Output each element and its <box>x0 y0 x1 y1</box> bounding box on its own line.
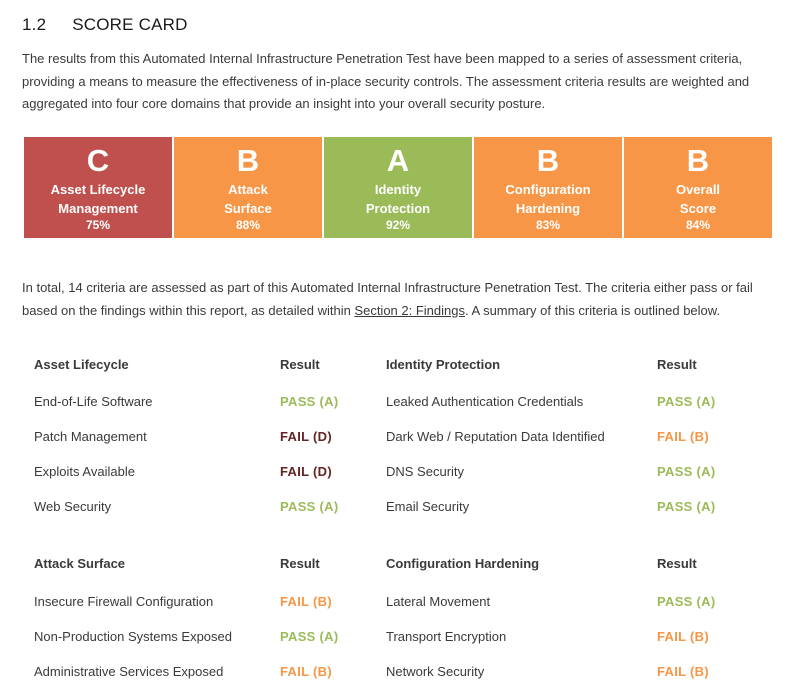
grade-card-asset-lifecycle <box>24 137 172 238</box>
criterion-result: FAIL (D) <box>280 429 332 444</box>
summary-paragraph: In total, 14 criteria are assessed as part of this Automated Internal Infrastructure Penetration Test. The criteria either pass or fail based on the findings within this report, as detailed within Section 2: Findings. A summary of this criteria is outlined below. <box>22 280 753 318</box>
criterion-name: End-of-Life Software <box>34 394 153 409</box>
criterion-result: FAIL (B) <box>657 629 709 644</box>
criterion-result: PASS (A) <box>280 629 339 644</box>
column-header: Identity Protection <box>386 357 501 372</box>
grade-domain: Attack Surface <box>224 182 272 216</box>
column-header: Asset Lifecycle <box>34 357 129 372</box>
column-header: Attack Surface <box>34 556 126 571</box>
grade-percent: 83% <box>535 218 561 232</box>
column-header: Result <box>657 556 697 571</box>
column-header: Result <box>280 357 320 372</box>
criterion-result: PASS (A) <box>280 394 339 409</box>
criterion-result: PASS (A) <box>657 499 716 514</box>
criterion-name: Leaked Authentication Credentials <box>386 394 584 409</box>
grade-letter: B <box>686 143 710 178</box>
grade-card-configuration-hardening <box>474 137 622 238</box>
criterion-result: FAIL (D) <box>280 464 332 479</box>
grade-percent: 84% <box>685 218 711 232</box>
criterion-result: PASS (A) <box>657 394 716 409</box>
criterion-name: Insecure Firewall Configuration <box>34 594 214 609</box>
criterion-name: Exploits Available <box>34 464 135 479</box>
criterion-name: Non-Production Systems Exposed <box>34 629 232 644</box>
criterion-name: Dark Web / Reputation Data Identified <box>386 429 605 444</box>
criterion-result: FAIL (B) <box>280 594 332 609</box>
findings-link[interactable]: Section 2: Findings <box>354 302 465 318</box>
criterion-result: PASS (A) <box>657 594 716 609</box>
grade-percent: 88% <box>235 218 261 232</box>
criterion-result: FAIL (B) <box>657 429 709 444</box>
criterion-name: Transport Encryption <box>386 629 507 644</box>
grade-domain: Configuration Hardening <box>505 182 591 216</box>
column-header: Result <box>657 357 697 372</box>
section-title: SCORE CARD <box>72 15 188 34</box>
column-header: Result <box>280 556 320 571</box>
grade-percent: 92% <box>385 218 411 232</box>
criterion-name: Web Security <box>34 499 112 514</box>
criterion-name: Lateral Movement <box>386 594 491 609</box>
section-heading <box>22 15 188 35</box>
criterion-name: Network Security <box>386 664 485 679</box>
grade-letter: B <box>236 143 260 178</box>
grade-domain: Identity Protection <box>365 182 431 216</box>
criterion-result: FAIL (B) <box>280 664 332 679</box>
criterion-name: Email Security <box>386 499 470 514</box>
criterion-name: DNS Security <box>386 464 465 479</box>
grade-letter: A <box>386 143 410 178</box>
grade-letter: B <box>536 143 560 178</box>
grade-strip <box>24 137 772 238</box>
criterion-name: Patch Management <box>34 429 147 444</box>
criterion-name: Administrative Services Exposed <box>34 664 224 679</box>
criterion-result: FAIL (B) <box>657 664 709 679</box>
grade-card-attack-surface <box>174 137 322 238</box>
intro-paragraph: The results from this Automated Internal Infrastructure Penetration Test have been mapped to a series of assessment criteria, providing a means to measure the effectiveness of in-place security controls. The assessment criteria results are weighted and aggregated into four core domains that provide an insight into your overall security posture. <box>22 51 750 111</box>
grade-percent: 75% <box>85 218 111 232</box>
section-number: 1.2 <box>22 15 47 34</box>
grade-domain: Overall Score <box>675 182 721 216</box>
grade-card-identity-protection <box>324 137 472 238</box>
column-header: Configuration Hardening <box>386 556 540 571</box>
criterion-result: PASS (A) <box>280 499 339 514</box>
criterion-result: PASS (A) <box>657 464 716 479</box>
grade-letter: C <box>86 143 110 178</box>
grade-domain: Asset Lifecycle Management <box>50 182 146 216</box>
grade-card-overall-score <box>624 137 772 238</box>
